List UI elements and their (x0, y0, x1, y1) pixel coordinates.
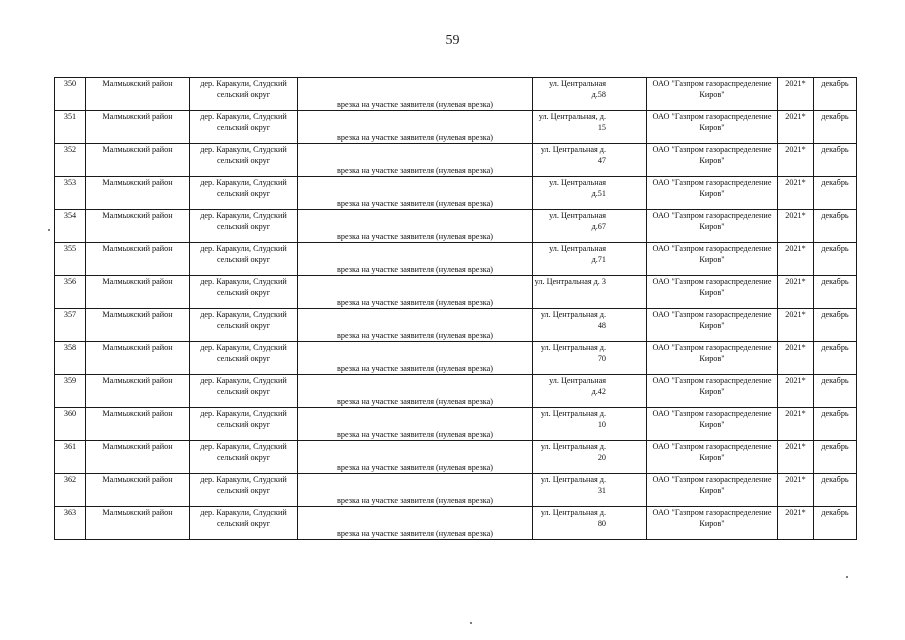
organization-cell: ОАО "Газпром газораспределение Киров" (647, 441, 778, 474)
row-number-cell: 356 (55, 276, 86, 309)
row-number-cell: 361 (55, 441, 86, 474)
locality-cell: дер. Каракули, Слудский сельский округ (190, 111, 298, 144)
page-number: 59 (445, 33, 460, 48)
address-cell: ул. Центральная д.51 (533, 177, 647, 210)
district-cell: Малмыжский район (86, 111, 190, 144)
row-number-cell: 353 (55, 177, 86, 210)
connection-type-cell: врезка на участке заявителя (нулевая врезка) (298, 507, 533, 540)
connection-type-cell: врезка на участке заявителя (нулевая врезка) (298, 441, 533, 474)
month-cell: декабрь (814, 243, 857, 276)
address-cell: ул. Центральная д.67 (533, 210, 647, 243)
year-cell: 2021* (778, 342, 814, 375)
address-cell: ул. Центральная, д. 15 (533, 111, 647, 144)
year-cell: 2021* (778, 408, 814, 441)
district-cell: Малмыжский район (86, 342, 190, 375)
locality-cell: дер. Каракули, Слудский сельский округ (190, 342, 298, 375)
locality-cell: дер. Каракули, Слудский сельский округ (190, 210, 298, 243)
organization-cell: ОАО "Газпром газораспределение Киров" (647, 276, 778, 309)
organization-cell: ОАО "Газпром газораспределение Киров" (647, 111, 778, 144)
organization-cell: ОАО "Газпром газораспределение Киров" (647, 375, 778, 408)
year-cell: 2021* (778, 375, 814, 408)
table-row (55, 408, 857, 441)
connection-type-cell: врезка на участке заявителя (нулевая врезка) (298, 177, 533, 210)
district-cell: Малмыжский район (86, 276, 190, 309)
organization-cell: ОАО "Газпром газораспределение Киров" (647, 474, 778, 507)
row-number-cell: 357 (55, 309, 86, 342)
year-cell: 2021* (778, 474, 814, 507)
row-number-cell: 363 (55, 507, 86, 540)
year-cell: 2021* (778, 243, 814, 276)
locality-cell: дер. Каракули, Слудский сельский округ (190, 309, 298, 342)
table-body (55, 78, 857, 540)
row-number-cell: 362 (55, 474, 86, 507)
scan-speck (48, 229, 50, 231)
table-row (55, 441, 857, 474)
table-row (55, 78, 857, 111)
table-row (55, 243, 857, 276)
district-cell: Малмыжский район (86, 144, 190, 177)
connection-type-cell: врезка на участке заявителя (нулевая врезка) (298, 243, 533, 276)
year-cell: 2021* (778, 276, 814, 309)
connection-type-cell: врезка на участке заявителя (нулевая врезка) (298, 111, 533, 144)
table-row (55, 210, 857, 243)
month-cell: декабрь (814, 309, 857, 342)
month-cell: декабрь (814, 144, 857, 177)
district-cell: Малмыжский район (86, 408, 190, 441)
table-row (55, 111, 857, 144)
table-row (55, 309, 857, 342)
connection-type-cell: врезка на участке заявителя (нулевая врезка) (298, 342, 533, 375)
locality-cell: дер. Каракули, Слудский сельский округ (190, 276, 298, 309)
row-number-cell: 358 (55, 342, 86, 375)
table-row (55, 276, 857, 309)
month-cell: декабрь (814, 111, 857, 144)
month-cell: декабрь (814, 507, 857, 540)
district-cell: Малмыжский район (86, 507, 190, 540)
table-row (55, 474, 857, 507)
district-cell: Малмыжский район (86, 375, 190, 408)
month-cell: декабрь (814, 342, 857, 375)
address-cell: ул. Центральная д.58 (533, 78, 647, 111)
connection-type-cell: врезка на участке заявителя (нулевая врезка) (298, 309, 533, 342)
row-number-cell: 360 (55, 408, 86, 441)
address-cell: ул. Центральная д. 80 (533, 507, 647, 540)
row-number-cell: 352 (55, 144, 86, 177)
locality-cell: дер. Каракули, Слудский сельский округ (190, 243, 298, 276)
address-cell: ул. Центральная д. 20 (533, 441, 647, 474)
row-number-cell: 350 (55, 78, 86, 111)
year-cell: 2021* (778, 177, 814, 210)
organization-cell: ОАО "Газпром газораспределение Киров" (647, 177, 778, 210)
organization-cell: ОАО "Газпром газораспределение Киров" (647, 243, 778, 276)
connection-type-cell: врезка на участке заявителя (нулевая врезка) (298, 375, 533, 408)
district-cell: Малмыжский район (86, 177, 190, 210)
connection-type-cell: врезка на участке заявителя (нулевая врезка) (298, 144, 533, 177)
organization-cell: ОАО "Газпром газораспределение Киров" (647, 507, 778, 540)
connection-type-cell: врезка на участке заявителя (нулевая врезка) (298, 210, 533, 243)
locality-cell: дер. Каракули, Слудский сельский округ (190, 144, 298, 177)
connection-type-cell: врезка на участке заявителя (нулевая врезка) (298, 474, 533, 507)
locality-cell: дер. Каракули, Слудский сельский округ (190, 441, 298, 474)
row-number-cell: 359 (55, 375, 86, 408)
organization-cell: ОАО "Газпром газораспределение Киров" (647, 78, 778, 111)
month-cell: декабрь (814, 408, 857, 441)
address-cell: ул. Центральная д. 48 (533, 309, 647, 342)
year-cell: 2021* (778, 144, 814, 177)
month-cell: декабрь (814, 276, 857, 309)
table-row (55, 177, 857, 210)
connection-type-cell: врезка на участке заявителя (нулевая врезка) (298, 78, 533, 111)
month-cell: декабрь (814, 375, 857, 408)
month-cell: декабрь (814, 177, 857, 210)
year-cell: 2021* (778, 78, 814, 111)
row-number-cell: 354 (55, 210, 86, 243)
locality-cell: дер. Каракули, Слудский сельский округ (190, 177, 298, 210)
district-cell: Малмыжский район (86, 441, 190, 474)
locality-cell: дер. Каракули, Слудский сельский округ (190, 78, 298, 111)
district-cell: Малмыжский район (86, 309, 190, 342)
month-cell: декабрь (814, 78, 857, 111)
year-cell: 2021* (778, 210, 814, 243)
district-cell: Малмыжский район (86, 243, 190, 276)
district-cell: Малмыжский район (86, 210, 190, 243)
address-cell: ул. Центральная д. 10 (533, 408, 647, 441)
organization-cell: ОАО "Газпром газораспределение Киров" (647, 309, 778, 342)
table-row (55, 375, 857, 408)
organization-cell: ОАО "Газпром газораспределение Киров" (647, 144, 778, 177)
locality-cell: дер. Каракули, Слудский сельский округ (190, 375, 298, 408)
row-number-cell: 355 (55, 243, 86, 276)
address-cell: ул. Центральная д. 47 (533, 144, 647, 177)
connection-type-cell: врезка на участке заявителя (нулевая врезка) (298, 408, 533, 441)
address-cell: ул. Центральная д. 70 (533, 342, 647, 375)
address-cell: ул. Центральная д.42 (533, 375, 647, 408)
month-cell: декабрь (814, 210, 857, 243)
year-cell: 2021* (778, 309, 814, 342)
year-cell: 2021* (778, 507, 814, 540)
year-cell: 2021* (778, 441, 814, 474)
locality-cell: дер. Каракули, Слудский сельский округ (190, 408, 298, 441)
locality-cell: дер. Каракули, Слудский сельский округ (190, 474, 298, 507)
year-cell: 2021* (778, 111, 814, 144)
month-cell: декабрь (814, 441, 857, 474)
address-cell: ул. Центральная д. 31 (533, 474, 647, 507)
scan-speck (846, 576, 848, 578)
organization-cell: ОАО "Газпром газораспределение Киров" (647, 342, 778, 375)
row-number-cell: 351 (55, 111, 86, 144)
table-row (55, 342, 857, 375)
address-cell: ул. Центральная д. 3 (533, 276, 647, 309)
address-cell: ул. Центральная д.71 (533, 243, 647, 276)
district-cell: Малмыжский район (86, 474, 190, 507)
locality-cell: дер. Каракули, Слудский сельский округ (190, 507, 298, 540)
gas-connection-table (54, 77, 857, 540)
district-cell: Малмыжский район (86, 78, 190, 111)
connection-type-cell: врезка на участке заявителя (нулевая врезка) (298, 276, 533, 309)
table-row (55, 507, 857, 540)
organization-cell: ОАО "Газпром газораспределение Киров" (647, 408, 778, 441)
month-cell: декабрь (814, 474, 857, 507)
scan-speck (470, 622, 472, 624)
organization-cell: ОАО "Газпром газораспределение Киров" (647, 210, 778, 243)
table-row (55, 144, 857, 177)
